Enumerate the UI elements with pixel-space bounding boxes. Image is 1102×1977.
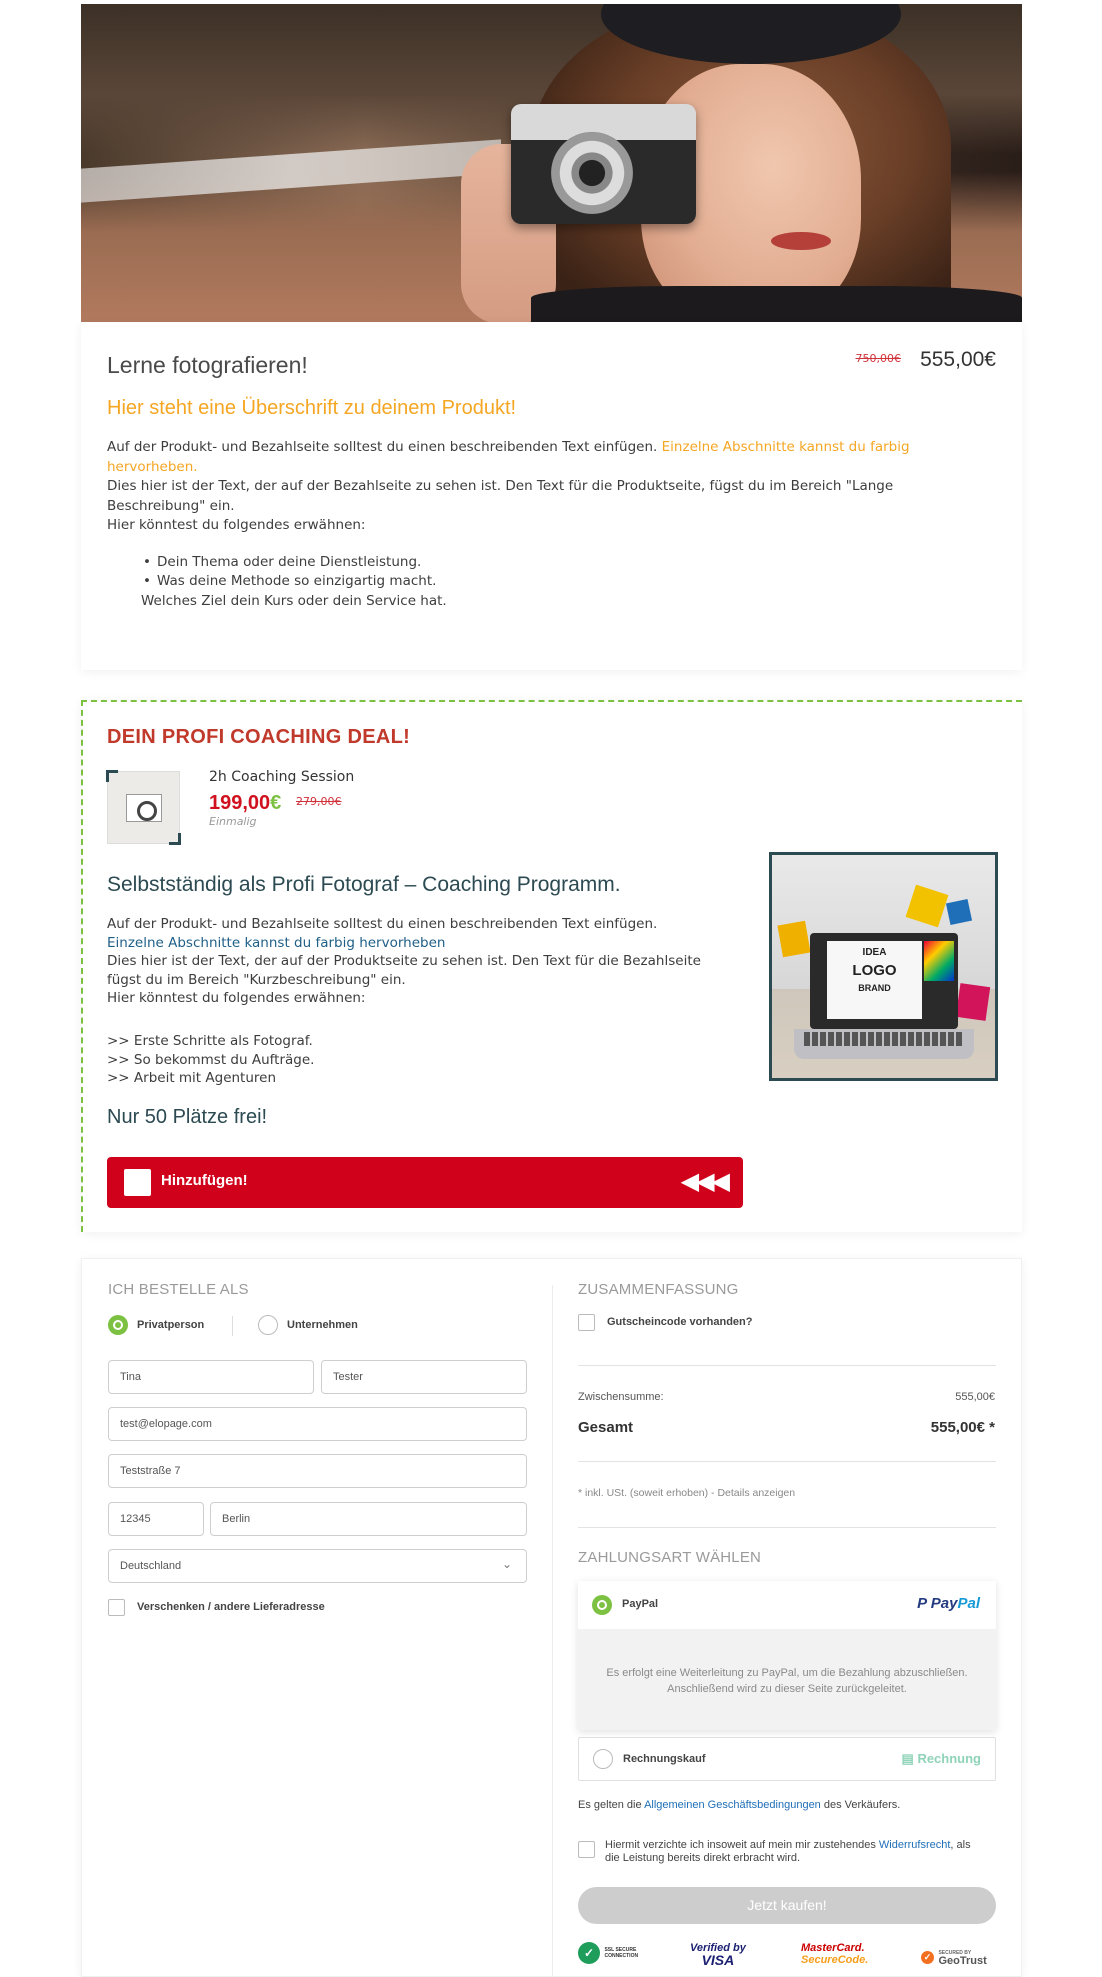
chevron-down-icon: ⌄ [501, 1557, 512, 1571]
hero-camera-lens [551, 132, 633, 214]
total-label: Gesamt [578, 1419, 634, 1436]
deal-item-price [209, 792, 281, 815]
lock-icon: ✓ [578, 1942, 600, 1964]
deal-item-name: 2h Coaching Session [209, 769, 355, 785]
thumbnail-corner [169, 833, 181, 845]
decor-cube [906, 885, 949, 928]
country-select[interactable] [108, 1549, 527, 1583]
radio-invoice[interactable] [593, 1749, 613, 1769]
tax-details-link[interactable]: Details anzeigen [717, 1487, 796, 1499]
list-item: >> So bekommst du Aufträge. [107, 1051, 315, 1068]
deal-item-frequency: Einmalig [209, 815, 257, 828]
deal-program-image [769, 852, 998, 1081]
product-desc-paragraph-2: Dies hier ist der Text, der auf der Bezahlseite zu sehen ist. Den Text für die Produktseite, fügst du im Bereich "Lange Beschreibung" ein. [107, 478, 894, 514]
first-name-field[interactable]: Tina [108, 1360, 314, 1394]
deal-desc-paragraph-3: Hier könntest du folgendes erwähnen: [107, 990, 366, 1006]
street-field[interactable]: Teststraße 7 [108, 1454, 527, 1488]
gift-checkbox-label[interactable]: Verschenken / andere Lieferadresse [137, 1601, 325, 1613]
deal-desc-paragraph-2: Dies hier ist der Text, der auf der Produktseite zu sehen ist. Den Text für die Bezahlseite fügst du im Bereich "Kurzbeschreibung" ein. [107, 953, 701, 988]
terms-text: des Verkäufers. [820, 1799, 901, 1811]
divider [578, 1461, 996, 1462]
payment-option-paypal[interactable] [578, 1581, 996, 1730]
buy-now-button[interactable]: Jetzt kaufen! [578, 1887, 996, 1924]
ssl-badge-text: SSL SECURE CONNECTION [604, 1947, 639, 1959]
coaching-deal-card [81, 700, 1022, 1232]
product-price: 555,00€ [920, 348, 996, 371]
deal-item-price-currency: € [270, 792, 282, 814]
total-value: 555,00€ * [930, 1419, 995, 1436]
laptop-keyboard [794, 1029, 974, 1059]
withdrawal-right-link[interactable]: Widerrufsrecht [878, 1839, 951, 1851]
waiver-checkbox[interactable] [578, 1841, 595, 1858]
add-deal-button-label: Hinzufügen! [161, 1172, 248, 1189]
image-word: BRAND [858, 983, 891, 993]
list-item-text: Dein Thema oder deine Dienstleistung. [157, 554, 422, 570]
image-word: LOGO [852, 962, 897, 979]
divider [578, 1365, 996, 1366]
paypal-logo-text: Pay [930, 1595, 958, 1612]
paypal-info: Es erfolgt eine Weiterleitung zu PayPal, um die Bezahlung abzuschließen. Anschließend wird zu dieser Seite zurückgeleitet. [606, 1667, 968, 1695]
terms-text: Es gelten die [578, 1799, 645, 1811]
deal-desc-highlight: Einzelne Abschnitte kannst du farbig hervorheben [107, 934, 446, 951]
product-old-price: 750,00€ [855, 352, 901, 365]
verified-by-visa-badge [690, 1942, 746, 1966]
column-divider [552, 1285, 553, 1977]
decor-cube [956, 983, 990, 1021]
payment-option-invoice[interactable] [578, 1737, 996, 1781]
hero-lips [771, 232, 831, 250]
checkbox-icon [124, 1169, 151, 1196]
waiver-text-part: , als die Leistung bereits direkt erbracht wird. [605, 1839, 971, 1864]
radio-company[interactable] [258, 1315, 278, 1335]
radio-private-label[interactable]: Privatperson [137, 1319, 205, 1331]
deal-program-title: Selbstständig als Profi Fotograf – Coaching Programm. [107, 873, 621, 896]
ssl-badge [578, 1942, 644, 1964]
list-item: >> Arbeit mit Agenturen [107, 1070, 277, 1086]
product-desc-paragraph-1 [107, 438, 987, 477]
radio-company-label[interactable]: Unternehmen [287, 1319, 358, 1331]
terms-link[interactable]: Allgemeinen Geschäftsbedingungen [644, 1799, 821, 1811]
mastercard-securecode-badge [801, 1942, 868, 1966]
decor-cube [946, 899, 972, 925]
product-desc-paragraph-3: Hier könntest du folgendes erwähnen: [107, 517, 366, 533]
deal-bullet-list [107, 1032, 314, 1088]
email-field[interactable]: test@elopage.com [108, 1407, 527, 1441]
hero-coat [531, 286, 1022, 322]
waiver-text-part: Hiermit verzichte ich insoweit auf mein mir zustehendes [605, 1839, 879, 1851]
divider [578, 1527, 996, 1528]
list-item-text: Was deine Methode so einzigartig macht. [157, 573, 437, 589]
coupon-checkbox[interactable] [578, 1314, 595, 1331]
invoice-label[interactable]: Rechnungskauf [623, 1753, 706, 1765]
invoice-icon: ▤ [901, 1751, 918, 1766]
geotrust-small-text: SECURED BY [938, 1949, 972, 1956]
list-item [143, 572, 437, 591]
decor-cube [777, 921, 810, 957]
deal-program-description [107, 915, 717, 1008]
waiver-text [605, 1839, 985, 1865]
bullet-icon: • [143, 573, 151, 589]
checkout-card [81, 1258, 1022, 1977]
tax-note [578, 1487, 795, 1499]
radio-private[interactable] [108, 1315, 128, 1335]
thumbnail-corner [106, 770, 118, 782]
geotrust-badge [921, 1949, 987, 1967]
product-desc-highlight: Einzelne Abschnitte kannst du farbig hervorheben. [107, 439, 910, 475]
country-select-value: Deutschland [120, 1560, 182, 1572]
coupon-checkbox-label[interactable]: Gutscheincode vorhanden? [607, 1316, 753, 1328]
image-word: IDEA [862, 947, 887, 958]
zip-field[interactable]: 12345 [108, 1502, 204, 1536]
deal-desc-paragraph-1 [107, 915, 717, 952]
city-field[interactable]: Berlin [210, 1502, 527, 1536]
visa-badge-text: Verified by [690, 1942, 746, 1954]
product-desc-text: Auf der Produkt- und Bezahlseite solltest du einen beschreibenden Text einfügen. [107, 439, 662, 455]
product-bullet-list [143, 553, 437, 591]
geotrust-text [938, 1950, 986, 1966]
summary-title: ZUSAMMENFASSUNG [578, 1281, 739, 1298]
paypal-logo-text: Pal [957, 1595, 980, 1612]
product-description [107, 438, 987, 536]
paypal-p-icon: P [917, 1595, 931, 1612]
laptop-document [827, 941, 922, 1019]
last-name-field[interactable]: Tester [321, 1360, 527, 1394]
deal-desc-text: Auf der Produkt- und Bezahlseite solltest du einen beschreibenden Text einfügen. [107, 916, 658, 932]
mc-badge-text: MasterCard. [801, 1942, 865, 1954]
visa-badge-logo: VISA [701, 1952, 735, 1968]
radio-paypal[interactable] [592, 1595, 612, 1615]
product-title: Lerne fotografieren! [107, 352, 308, 378]
paypal-header[interactable] [578, 1581, 996, 1629]
product-last-line: Welches Ziel dein Kurs oder dein Service hat. [141, 593, 447, 609]
terms-notice [578, 1799, 900, 1811]
tax-note-text: * inkl. USt. (soweit erhoben) - [578, 1487, 718, 1499]
product-card [81, 322, 1022, 670]
divider [232, 1316, 233, 1336]
list-item [143, 553, 436, 572]
deal-seats-available: Nur 50 Plätze frei! [107, 1106, 268, 1128]
deal-item-thumbnail [107, 771, 180, 844]
bullet-icon: • [143, 554, 151, 570]
paypal-label[interactable]: PayPal [622, 1598, 659, 1610]
deal-item-old-price: 279,00€ [296, 795, 342, 808]
deal-heading: DEIN PROFI COACHING DEAL! [107, 726, 411, 748]
subtotal-label: Zwischensumme: [578, 1391, 664, 1403]
invoice-logo-text: Rechnung [917, 1751, 981, 1766]
camera-icon [126, 794, 162, 822]
color-palette [924, 941, 954, 981]
arrow-left-icon: ◀◀◀ [680, 1167, 727, 1195]
deal-item-price-amount: 199,00 [209, 792, 271, 814]
geotrust-name: GeoTrust [938, 1954, 987, 1967]
add-deal-button[interactable] [107, 1157, 743, 1208]
payment-title: ZAHLUNGSART WÄHLEN [578, 1549, 762, 1566]
order-as-title: ICH BESTELLE ALS [108, 1281, 249, 1298]
geotrust-icon: ✓ [921, 1951, 934, 1964]
product-subtitle: Hier steht eine Überschrift zu deinem Produkt! [107, 397, 517, 419]
paypal-logo-icon [917, 1595, 980, 1612]
gift-checkbox[interactable] [108, 1599, 125, 1616]
mc-badge-text: SecureCode. [801, 1954, 869, 1966]
hero-image [81, 4, 1022, 322]
invoice-logo-icon [902, 1751, 981, 1767]
list-item: >> Erste Schritte als Fotograf. [107, 1033, 313, 1049]
subtotal-value: 555,00€ [955, 1391, 995, 1403]
